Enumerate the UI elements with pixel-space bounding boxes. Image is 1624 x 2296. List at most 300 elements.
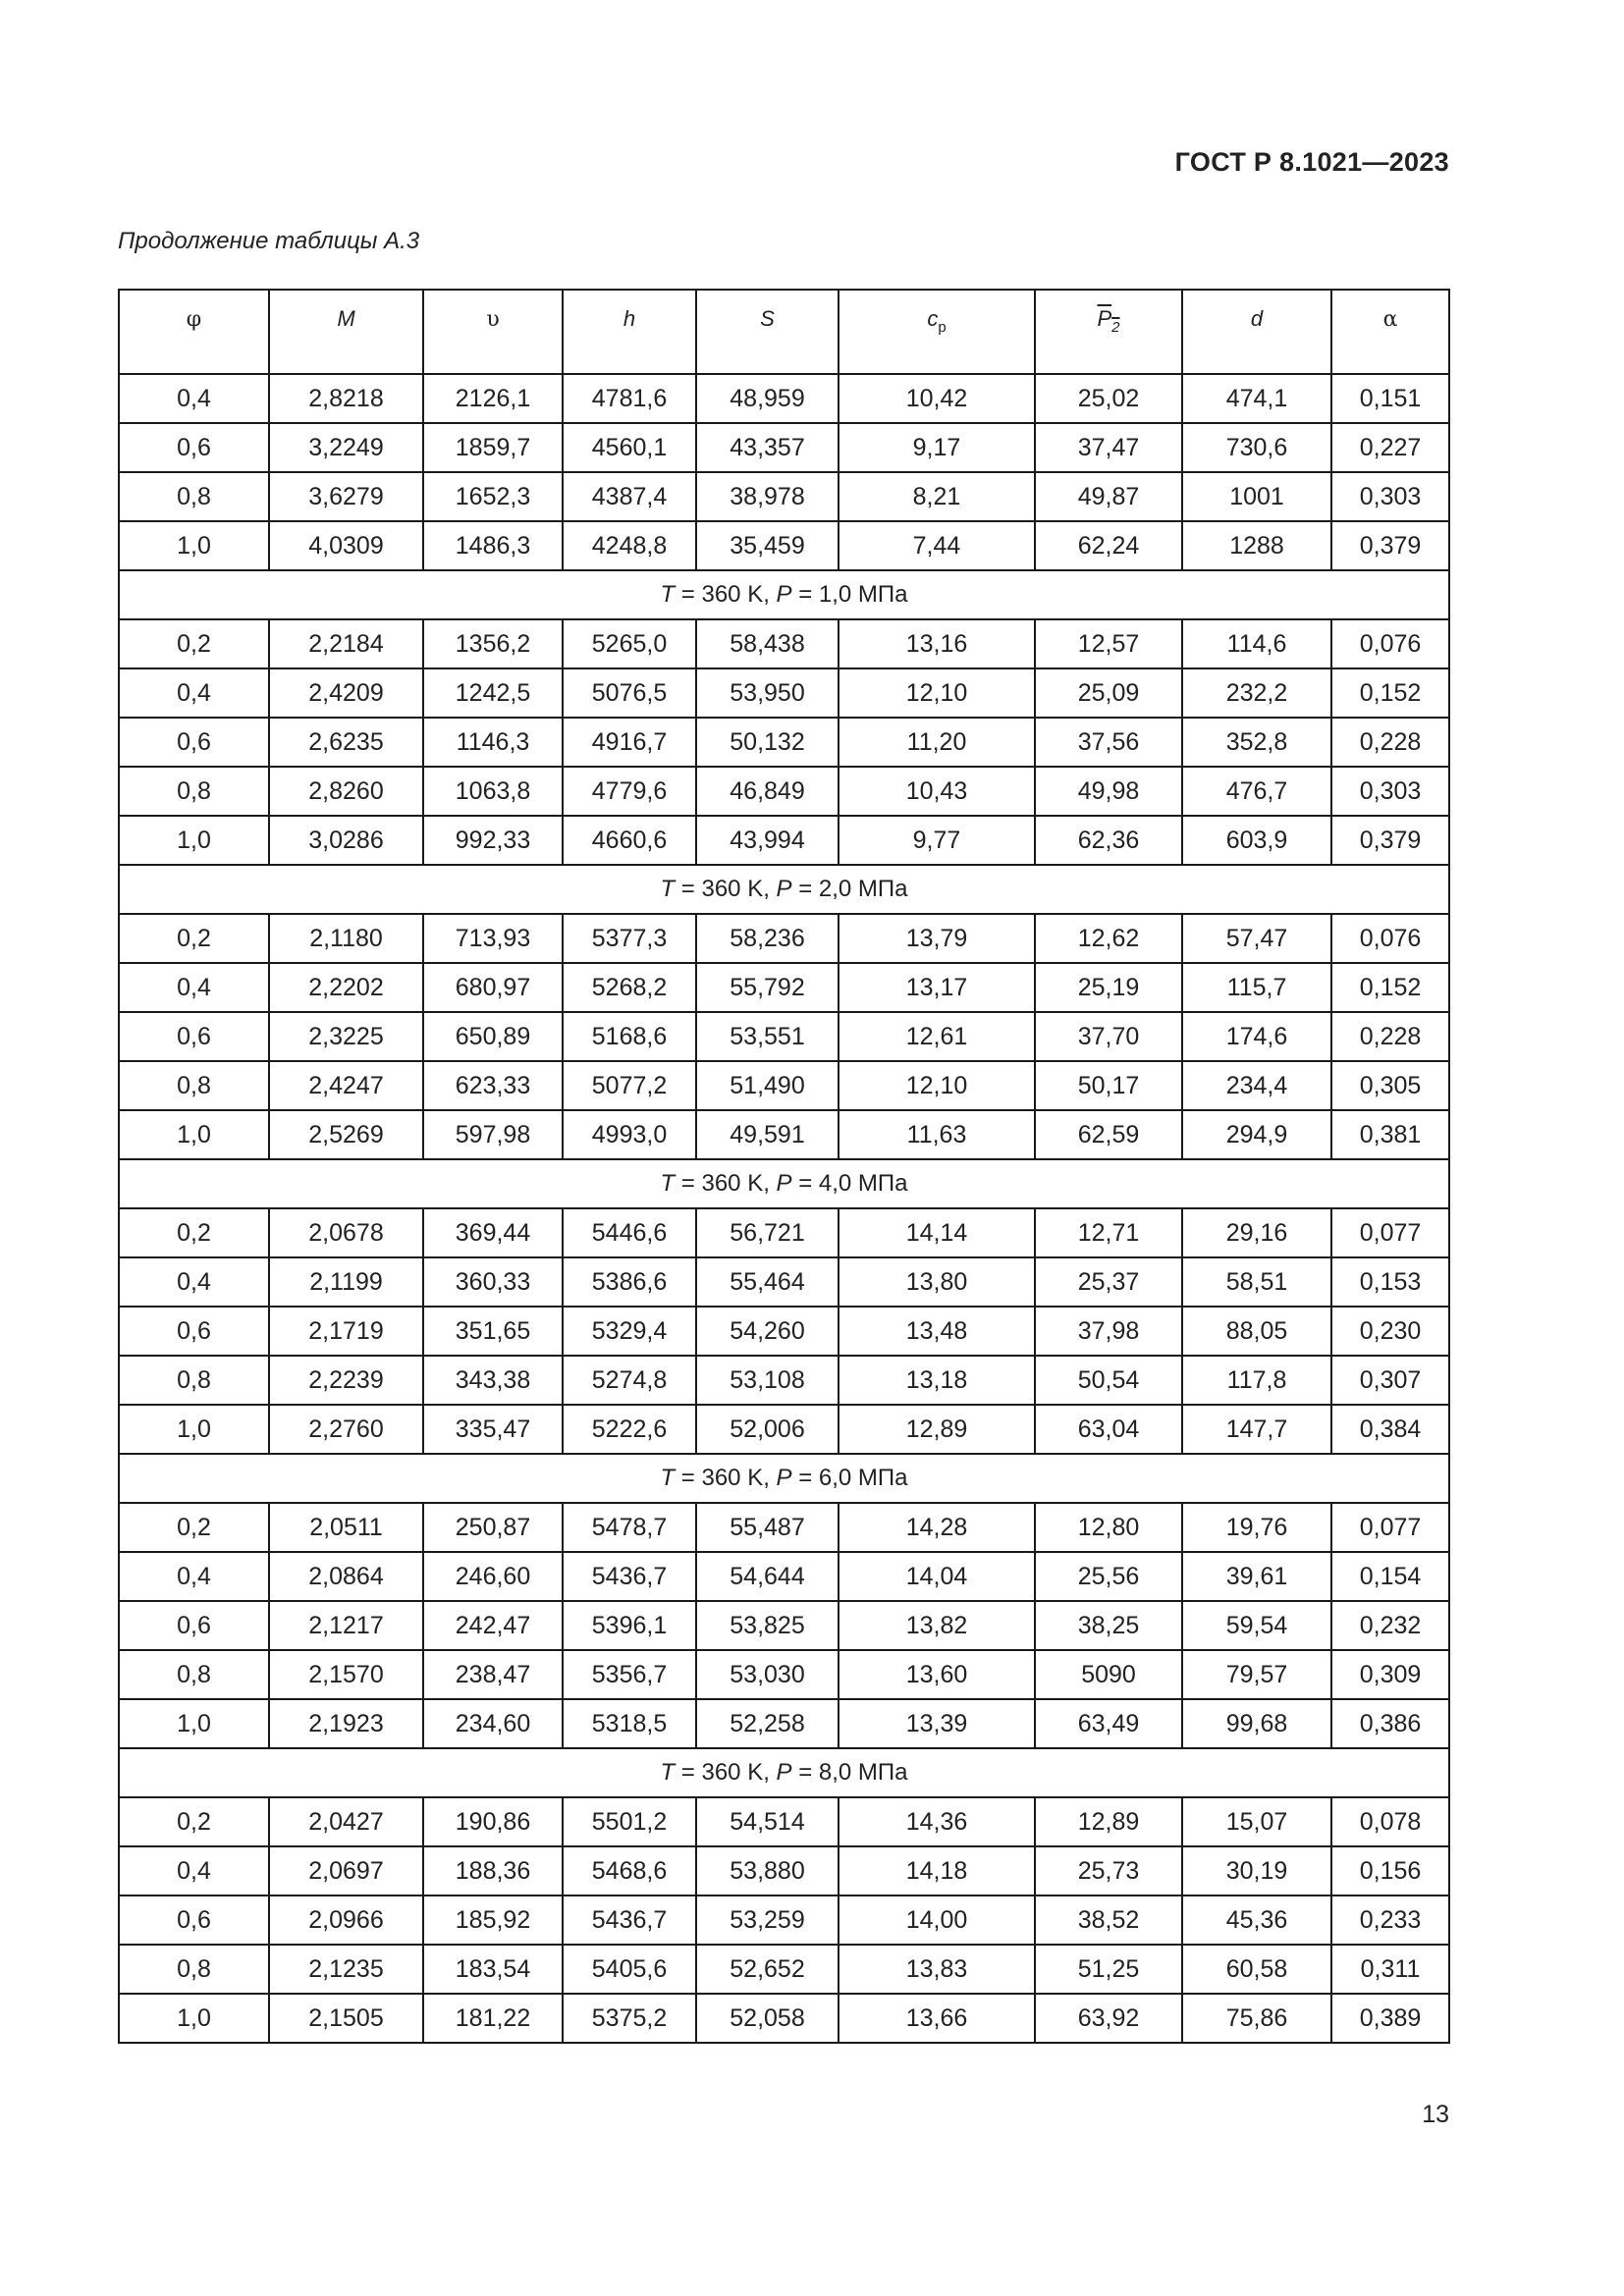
- table-cell: 352,8: [1182, 718, 1331, 767]
- table-cell: 5268,2: [563, 963, 696, 1012]
- column-header: [1331, 290, 1449, 374]
- document-code: ГОСТ Р 8.1021—2023: [1174, 147, 1449, 177]
- table-cell: 12,89: [839, 1405, 1035, 1454]
- table-cell: 53,259: [696, 1896, 839, 1945]
- column-symbol-subscript: p: [938, 319, 947, 336]
- table-cell: 2,0697: [269, 1846, 423, 1896]
- table-cell: 0,6: [119, 423, 269, 472]
- table-cell: 60,58: [1182, 1945, 1331, 1994]
- table-row: [119, 1061, 1449, 1110]
- table-cell: 2,1180: [269, 914, 423, 963]
- header-row: [119, 290, 1449, 374]
- table-cell: 0,228: [1331, 1012, 1449, 1061]
- table-cell: 99,68: [1182, 1699, 1331, 1748]
- table-cell: 37,56: [1035, 718, 1182, 767]
- table-cell: 0,2: [119, 1208, 269, 1257]
- column-symbol-subscript: 2: [1111, 319, 1120, 336]
- condition-p-sym: P: [776, 1170, 792, 1197]
- condition-t-val: = 360 K,: [675, 1465, 777, 1491]
- table-cell: 0,076: [1331, 914, 1449, 963]
- table-row: [119, 1012, 1449, 1061]
- table-cell: 59,54: [1182, 1601, 1331, 1650]
- table-cell: 14,36: [839, 1797, 1035, 1846]
- table-cell: 5468,6: [563, 1846, 696, 1896]
- table-cell: 38,978: [696, 472, 839, 521]
- table-header: [119, 290, 1449, 374]
- table-cell: 58,236: [696, 914, 839, 963]
- condition-t-val: = 360 K,: [675, 1759, 777, 1786]
- table-cell: 49,98: [1035, 767, 1182, 816]
- table-cell: 5168,6: [563, 1012, 696, 1061]
- table-cell: 3,2249: [269, 423, 423, 472]
- table-cell: 25,56: [1035, 1552, 1182, 1601]
- table-row: [119, 423, 1449, 472]
- table-cell: 52,006: [696, 1405, 839, 1454]
- condition-p-val: = 4,0 МПа: [791, 1170, 908, 1197]
- condition-t-sym: T: [660, 1465, 676, 1491]
- table-cell: 1063,8: [423, 767, 563, 816]
- table-cell: 49,87: [1035, 472, 1182, 521]
- table-cell: 232,2: [1182, 668, 1331, 718]
- table-cell: 12,62: [1035, 914, 1182, 963]
- table-row: [119, 767, 1449, 816]
- table-cell: 2126,1: [423, 374, 563, 423]
- table-cell: 4779,6: [563, 767, 696, 816]
- table-cell: 1859,7: [423, 423, 563, 472]
- table-cell: 9,17: [839, 423, 1035, 472]
- table-cell: 147,7: [1182, 1405, 1331, 1454]
- table-cell: 19,76: [1182, 1503, 1331, 1552]
- condition-p-sym: P: [776, 876, 792, 902]
- table-row: [119, 1846, 1449, 1896]
- table-cell: 2,0966: [269, 1896, 423, 1945]
- table-cell: 0,8: [119, 1356, 269, 1405]
- table-cell: 2,2184: [269, 619, 423, 668]
- table-cell: 0,384: [1331, 1405, 1449, 1454]
- condition-cell: [119, 1454, 1449, 1503]
- table-cell: 38,25: [1035, 1601, 1182, 1650]
- table-cell: 13,48: [839, 1307, 1035, 1356]
- table-row: [119, 1307, 1449, 1356]
- table-cell: 3,6279: [269, 472, 423, 521]
- table-cell: 0,078: [1331, 1797, 1449, 1846]
- table-cell: 351,65: [423, 1307, 563, 1356]
- table-cell: 8,21: [839, 472, 1035, 521]
- table-cell: 2,2760: [269, 1405, 423, 1454]
- table-cell: 38,52: [1035, 1896, 1182, 1945]
- condition-row: [119, 1748, 1449, 1797]
- table-cell: 2,0864: [269, 1552, 423, 1601]
- table-cell: 115,7: [1182, 963, 1331, 1012]
- table-row: [119, 1896, 1449, 1945]
- table-row: [119, 472, 1449, 521]
- table-cell: 25,09: [1035, 668, 1182, 718]
- table-cell: 5405,6: [563, 1945, 696, 1994]
- table-cell: 5090: [1035, 1650, 1182, 1699]
- table-cell: 62,59: [1035, 1110, 1182, 1159]
- table-cell: 12,89: [1035, 1797, 1182, 1846]
- table-cell: 0,8: [119, 1650, 269, 1699]
- table-cell: 0,379: [1331, 521, 1449, 570]
- table-cell: 0,077: [1331, 1503, 1449, 1552]
- condition-t-val: = 360 K,: [675, 876, 777, 902]
- condition-cell: [119, 1159, 1449, 1208]
- table-cell: 63,92: [1035, 1994, 1182, 2043]
- condition-row: [119, 1159, 1449, 1208]
- table-cell: 1288: [1182, 521, 1331, 570]
- table-cell: 1,0: [119, 1699, 269, 1748]
- table-cell: 13,66: [839, 1994, 1035, 2043]
- table-cell: 0,152: [1331, 963, 1449, 1012]
- table-cell: 250,87: [423, 1503, 563, 1552]
- table-cell: 5478,7: [563, 1503, 696, 1552]
- condition-p-val: = 6,0 МПа: [791, 1465, 908, 1491]
- table-cell: 474,1: [1182, 374, 1331, 423]
- table-row: [119, 1257, 1449, 1307]
- table-row: [119, 963, 1449, 1012]
- table-body: [119, 374, 1449, 2043]
- table-cell: 1,0: [119, 521, 269, 570]
- table-cell: 1146,3: [423, 718, 563, 767]
- column-symbol: d: [1250, 306, 1264, 331]
- table-cell: 0,156: [1331, 1846, 1449, 1896]
- table-cell: 343,38: [423, 1356, 563, 1405]
- table-cell: 2,1923: [269, 1699, 423, 1748]
- table-cell: 174,6: [1182, 1012, 1331, 1061]
- table-cell: 0,379: [1331, 816, 1449, 865]
- table-cell: 2,2202: [269, 963, 423, 1012]
- table-cell: 54,260: [696, 1307, 839, 1356]
- table-cell: 0,381: [1331, 1110, 1449, 1159]
- table-cell: 2,1199: [269, 1257, 423, 1307]
- condition-p-sym: P: [776, 581, 792, 608]
- condition-t-val: = 360 K,: [675, 1170, 777, 1197]
- table-row: [119, 374, 1449, 423]
- condition-t-sym: T: [660, 876, 676, 902]
- table-cell: 234,60: [423, 1699, 563, 1748]
- table-cell: 0,227: [1331, 423, 1449, 472]
- table-cell: 54,514: [696, 1797, 839, 1846]
- condition-t-val: = 360 K,: [675, 581, 777, 608]
- table-cell: 0,151: [1331, 374, 1449, 423]
- table-cell: 0,230: [1331, 1307, 1449, 1356]
- table-cell: 597,98: [423, 1110, 563, 1159]
- table-cell: 1,0: [119, 816, 269, 865]
- table-cell: 2,0511: [269, 1503, 423, 1552]
- table-cell: 50,132: [696, 718, 839, 767]
- table-cell: 0,153: [1331, 1257, 1449, 1307]
- column-header: [1182, 290, 1331, 374]
- table-cell: 185,92: [423, 1896, 563, 1945]
- table-cell: 63,04: [1035, 1405, 1182, 1454]
- table-cell: 53,950: [696, 668, 839, 718]
- table-cell: 15,07: [1182, 1797, 1331, 1846]
- table-cell: 650,89: [423, 1012, 563, 1061]
- table-row: [119, 816, 1449, 865]
- table-cell: 4387,4: [563, 472, 696, 521]
- table-cell: 4560,1: [563, 423, 696, 472]
- table-cell: 1242,5: [423, 668, 563, 718]
- table-cell: 0,154: [1331, 1552, 1449, 1601]
- table-cell: 54,644: [696, 1552, 839, 1601]
- table-cell: 12,61: [839, 1012, 1035, 1061]
- table-cell: 335,47: [423, 1405, 563, 1454]
- table-cell: 13,83: [839, 1945, 1035, 1994]
- table-cell: 4248,8: [563, 521, 696, 570]
- table-cell: 5318,5: [563, 1699, 696, 1748]
- table-cell: 5396,1: [563, 1601, 696, 1650]
- table-row: [119, 1503, 1449, 1552]
- table-cell: 11,63: [839, 1110, 1035, 1159]
- table-cell: 9,77: [839, 816, 1035, 865]
- table-cell: 14,00: [839, 1896, 1035, 1945]
- table-cell: 5386,6: [563, 1257, 696, 1307]
- table-cell: 75,86: [1182, 1994, 1331, 2043]
- condition-p-val: = 8,0 МПа: [791, 1759, 908, 1786]
- column-symbol: P: [1097, 306, 1112, 331]
- table-row: [119, 1797, 1449, 1846]
- table-cell: 5222,6: [563, 1405, 696, 1454]
- table-cell: 238,47: [423, 1650, 563, 1699]
- table-cell: 183,54: [423, 1945, 563, 1994]
- table-row: [119, 718, 1449, 767]
- table-cell: 992,33: [423, 816, 563, 865]
- table-cell: 2,1570: [269, 1650, 423, 1699]
- table-cell: 5077,2: [563, 1061, 696, 1110]
- table-cell: 0,303: [1331, 472, 1449, 521]
- table-cell: 55,792: [696, 963, 839, 1012]
- condition-cell: [119, 1748, 1449, 1797]
- table-cell: 0,8: [119, 767, 269, 816]
- column-symbol: S: [760, 306, 775, 331]
- condition-cell: [119, 865, 1449, 914]
- table-cell: 0,386: [1331, 1699, 1449, 1748]
- table-cell: 35,459: [696, 521, 839, 570]
- table-cell: 12,10: [839, 1061, 1035, 1110]
- column-header: [269, 290, 423, 374]
- table-cell: 294,9: [1182, 1110, 1331, 1159]
- table-cell: 0,076: [1331, 619, 1449, 668]
- table-cell: 14,04: [839, 1552, 1035, 1601]
- column-header: [423, 290, 563, 374]
- table-cell: 4660,6: [563, 816, 696, 865]
- condition-row: [119, 570, 1449, 619]
- condition-cell: [119, 570, 1449, 619]
- table-cell: 242,47: [423, 1601, 563, 1650]
- table-cell: 0,233: [1331, 1896, 1449, 1945]
- table-cell: 14,18: [839, 1846, 1035, 1896]
- table-cell: 5356,7: [563, 1650, 696, 1699]
- table-cell: 0,232: [1331, 1601, 1449, 1650]
- table-cell: 2,0678: [269, 1208, 423, 1257]
- table-cell: 14,14: [839, 1208, 1035, 1257]
- table-cell: 39,61: [1182, 1552, 1331, 1601]
- table-row: [119, 1356, 1449, 1405]
- table-cell: 12,71: [1035, 1208, 1182, 1257]
- column-symbol: φ: [186, 307, 202, 332]
- condition-row: [119, 1454, 1449, 1503]
- table-cell: 52,058: [696, 1994, 839, 2043]
- table-cell: 7,44: [839, 521, 1035, 570]
- column-header: [696, 290, 839, 374]
- table-cell: 25,73: [1035, 1846, 1182, 1896]
- table-cell: 1,0: [119, 1994, 269, 2043]
- table-cell: 58,51: [1182, 1257, 1331, 1307]
- table-cell: 49,591: [696, 1110, 839, 1159]
- column-header: [119, 290, 269, 374]
- table-cell: 246,60: [423, 1552, 563, 1601]
- table-cell: 13,17: [839, 963, 1035, 1012]
- table-cell: 4781,6: [563, 374, 696, 423]
- table-cell: 45,36: [1182, 1896, 1331, 1945]
- table-cell: 88,05: [1182, 1307, 1331, 1356]
- column-symbol: c: [927, 306, 939, 331]
- condition-t-sym: T: [660, 1170, 676, 1197]
- condition-t-sym: T: [660, 1759, 676, 1786]
- table-cell: 0,305: [1331, 1061, 1449, 1110]
- table-cell: 48,959: [696, 374, 839, 423]
- table-cell: 0,4: [119, 374, 269, 423]
- table-cell: 13,80: [839, 1257, 1035, 1307]
- column-header: [563, 290, 696, 374]
- table-cell: 0,8: [119, 1945, 269, 1994]
- table-cell: 5377,3: [563, 914, 696, 963]
- table-cell: 2,4247: [269, 1061, 423, 1110]
- table-cell: 0,307: [1331, 1356, 1449, 1405]
- table-cell: 1,0: [119, 1405, 269, 1454]
- condition-p-sym: P: [776, 1759, 792, 1786]
- table-cell: 181,22: [423, 1994, 563, 2043]
- table-cell: 62,36: [1035, 816, 1182, 865]
- table-row: [119, 1552, 1449, 1601]
- table-cell: 1356,2: [423, 619, 563, 668]
- table-cell: 62,24: [1035, 521, 1182, 570]
- table-cell: 0,8: [119, 472, 269, 521]
- table-row: [119, 619, 1449, 668]
- table-cell: 13,18: [839, 1356, 1035, 1405]
- table-cell: 0,6: [119, 1601, 269, 1650]
- table-cell: 0,6: [119, 1896, 269, 1945]
- table-cell: 12,57: [1035, 619, 1182, 668]
- table-cell: 5436,7: [563, 1552, 696, 1601]
- table-cell: 0,4: [119, 1846, 269, 1896]
- table-cell: 13,16: [839, 619, 1035, 668]
- table-cell: 1,0: [119, 1110, 269, 1159]
- condition-p-val: = 1,0 МПа: [791, 581, 908, 608]
- table-row: [119, 521, 1449, 570]
- table-cell: 1001: [1182, 472, 1331, 521]
- table-cell: 13,79: [839, 914, 1035, 963]
- table-cell: 2,4209: [269, 668, 423, 718]
- table-cell: 5446,6: [563, 1208, 696, 1257]
- table-cell: 0,389: [1331, 1994, 1449, 2043]
- table-row: [119, 1994, 1449, 2043]
- table-cell: 0,228: [1331, 718, 1449, 767]
- table-row: [119, 1208, 1449, 1257]
- table-cell: 0,6: [119, 1307, 269, 1356]
- table-cell: 29,16: [1182, 1208, 1331, 1257]
- table-row: [119, 914, 1449, 963]
- table-cell: 2,0427: [269, 1797, 423, 1846]
- table-cell: 37,70: [1035, 1012, 1182, 1061]
- table-cell: 5375,2: [563, 1994, 696, 2043]
- table-cell: 13,82: [839, 1601, 1035, 1650]
- table-cell: 52,652: [696, 1945, 839, 1994]
- table-cell: 37,98: [1035, 1307, 1182, 1356]
- column-header: [1035, 290, 1182, 374]
- table-cell: 12,80: [1035, 1503, 1182, 1552]
- table-cell: 2,5269: [269, 1110, 423, 1159]
- table-cell: 0,2: [119, 1797, 269, 1846]
- table-cell: 56,721: [696, 1208, 839, 1257]
- table-cell: 0,2: [119, 619, 269, 668]
- table-cell: 5436,7: [563, 1896, 696, 1945]
- table-continuation-caption: Продолжение таблицы А.3: [118, 228, 420, 254]
- table-cell: 51,25: [1035, 1945, 1182, 1994]
- table-cell: 13,60: [839, 1650, 1035, 1699]
- page-number: 13: [1422, 2101, 1449, 2128]
- table-cell: 43,994: [696, 816, 839, 865]
- condition-t-sym: T: [660, 581, 676, 608]
- table-cell: 2,3225: [269, 1012, 423, 1061]
- table-cell: 5329,4: [563, 1307, 696, 1356]
- column-header: [839, 290, 1035, 374]
- table-cell: 0,6: [119, 718, 269, 767]
- table-cell: 713,93: [423, 914, 563, 963]
- table-cell: 57,47: [1182, 914, 1331, 963]
- table-cell: 234,4: [1182, 1061, 1331, 1110]
- table-cell: 623,33: [423, 1061, 563, 1110]
- table-cell: 476,7: [1182, 767, 1331, 816]
- table-cell: 52,258: [696, 1699, 839, 1748]
- table-cell: 25,37: [1035, 1257, 1182, 1307]
- table-cell: 369,44: [423, 1208, 563, 1257]
- table-cell: 190,86: [423, 1797, 563, 1846]
- table-row: [119, 1699, 1449, 1748]
- table-cell: 1486,3: [423, 521, 563, 570]
- table-cell: 680,97: [423, 963, 563, 1012]
- table-cell: 13,39: [839, 1699, 1035, 1748]
- table-cell: 46,849: [696, 767, 839, 816]
- table-cell: 5501,2: [563, 1797, 696, 1846]
- table-cell: 1652,3: [423, 472, 563, 521]
- table-cell: 730,6: [1182, 423, 1331, 472]
- table-cell: 53,108: [696, 1356, 839, 1405]
- table-cell: 58,438: [696, 619, 839, 668]
- table-cell: 25,02: [1035, 374, 1182, 423]
- properties-table: [118, 289, 1450, 2044]
- condition-p-sym: P: [776, 1465, 792, 1491]
- table-cell: 50,54: [1035, 1356, 1182, 1405]
- table-row: [119, 1945, 1449, 1994]
- table-cell: 0,311: [1331, 1945, 1449, 1994]
- table-cell: 10,42: [839, 374, 1035, 423]
- table-cell: 0,4: [119, 668, 269, 718]
- table-cell: 55,464: [696, 1257, 839, 1307]
- table-cell: 53,825: [696, 1601, 839, 1650]
- table-cell: 0,8: [119, 1061, 269, 1110]
- table-cell: 3,0286: [269, 816, 423, 865]
- table-cell: 53,030: [696, 1650, 839, 1699]
- table-cell: 5274,8: [563, 1356, 696, 1405]
- table-cell: 2,8260: [269, 767, 423, 816]
- table-cell: 53,880: [696, 1846, 839, 1896]
- table-cell: 0,303: [1331, 767, 1449, 816]
- table-cell: 11,20: [839, 718, 1035, 767]
- table-cell: 0,2: [119, 914, 269, 963]
- column-symbol: M: [337, 306, 355, 331]
- table-cell: 188,36: [423, 1846, 563, 1896]
